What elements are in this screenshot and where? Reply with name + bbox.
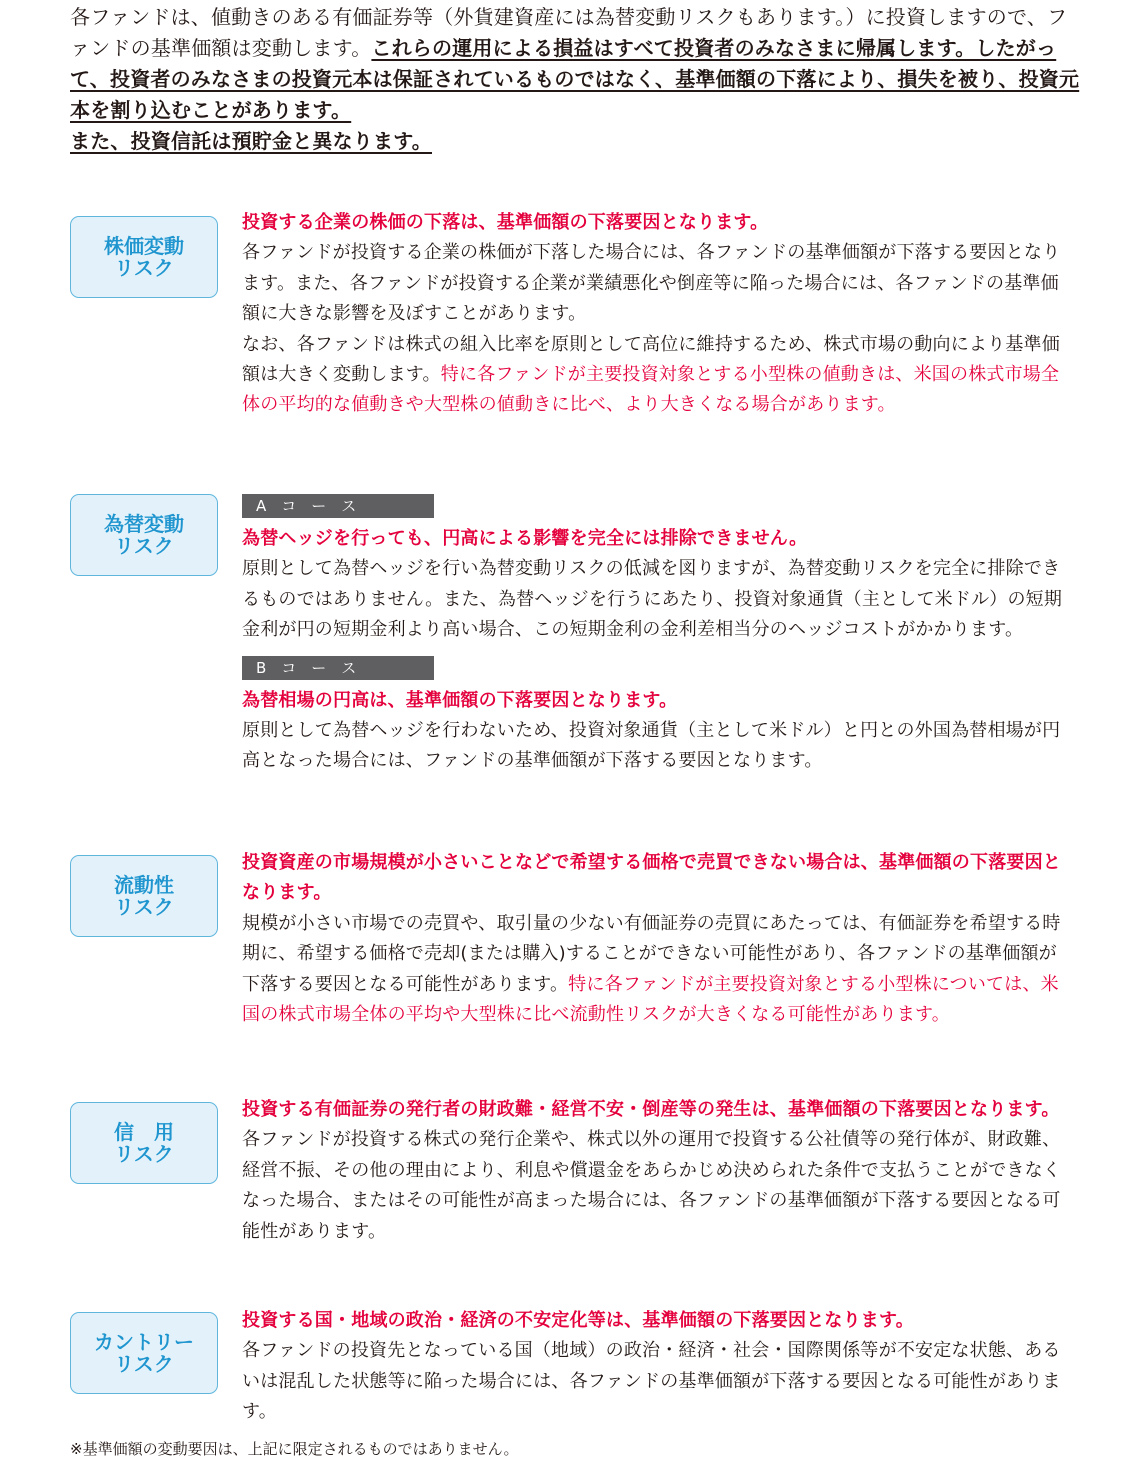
- intro-paragraph: [70, 2, 1080, 157]
- risk-badge-stock-price: [70, 216, 218, 298]
- course-a-headline: 為替ヘッジを行っても、円高による影響を完全には排除できません。: [242, 528, 808, 549]
- risk-content-stock-price: [242, 208, 1064, 421]
- risk-headline: 投資する有価証券の発行者の財政難・経営不安・倒産等の発生は、基準価額の下落要因となります。: [242, 1099, 1060, 1120]
- course-a-body: 原則として為替ヘッジを行い為替変動リスクの低減を図りますが、為替変動リスクを完全に排除できるものではありません。また、為替ヘッジを行うにあたり、投資対象通貨（主として米ドル）の短期金利が円の短期金利より高い場合、この短期金利の金利差相当分のヘッジコストがかかります。: [242, 558, 1063, 641]
- risk-badge-credit: [70, 1102, 218, 1184]
- risk-badge-label-line1: 流動性: [114, 873, 174, 897]
- risk-body-2-emphasis: 特に各ファンドが主要投資対象とする小型株の値動きは、米国の株式市場全体の平均的な値動きや大型株の値動きに比べ、より大きくなる場合があります。: [242, 364, 1060, 416]
- risk-badge-label-line1: 株価変動: [104, 234, 184, 258]
- risk-body-2: [242, 330, 1064, 421]
- intro-underlined-text: これらの運用による損益はすべて投資者のみなさまに帰属します。したがって、投資者のみなさまの投資元本は保証されているものではなく、基準価額の下落により、損失を被り、投資元本を割り込むことがあります。: [70, 36, 1080, 122]
- risk-badge-label-line2: リスク: [114, 1352, 174, 1376]
- risk-headline: 投資資産の市場規模が小さいことなどで希望する価格で売買できない場合は、基準価額の下落要因となります。: [242, 852, 1061, 904]
- risk-badge-country: [70, 1312, 218, 1394]
- course-b-label: B コ ー ス: [242, 656, 434, 680]
- course-b-headline: 為替相場の円高は、基準価額の下落要因となります。: [242, 689, 678, 711]
- risk-headline: 投資する国・地域の政治・経済の不安定化等は、基準価額の下落要因となります。: [242, 1310, 914, 1331]
- risk-badge-label-line2: リスク: [114, 1142, 174, 1166]
- risk-body: 各ファンドの投資先となっている国（地域）の政治・経済・社会・国際関係等が不安定な状態、あるいは混乱した状態等に陥った場合には、各ファンドの基準価額が下落する要因となる可能性があります。: [242, 1340, 1061, 1423]
- risk-badge-label-line2: リスク: [114, 256, 174, 280]
- risk-body-text: 規模が小さい市場での売買や、取引量の少ない有価証券の売買にあたっては、有価証券を希望する時期に、希望する価格で売却(または購入)することができない可能性があり、各ファンドの基準価額が下落する要因となる可能性があります。: [242, 912, 1061, 995]
- course-a-label: A コ ー ス: [242, 494, 434, 518]
- risk-badge-label-line1: 信 用: [114, 1120, 174, 1144]
- risk-badge-label-line2: リスク: [114, 895, 174, 919]
- risk-body-emphasis: 特に各ファンドが主要投資対象とする小型株については、米国の株式市場全体の平均や大型株に比べ流動性リスクが大きくなる可能性があります。: [242, 973, 1059, 1026]
- course-b-body: 原則として為替ヘッジを行わないため、投資対象通貨（主として米ドル）と円との外国為替相場が円高となった場合には、ファンドの基準価額が下落する要因となります。: [242, 720, 1061, 772]
- risk-content-credit: [242, 1095, 1064, 1247]
- intro-underlined-text-2: また、投資信託は預貯金と異なります。: [70, 129, 432, 153]
- risk-content-liquidity: [242, 848, 1064, 1030]
- risk-content-currency: [242, 494, 1064, 777]
- risk-content-country: [242, 1306, 1064, 1428]
- footnote: ※基準価額の変動要因は、上記に限定されるものではありません。: [70, 1440, 519, 1458]
- risk-headline: 投資する企業の株価の下落は、基準価額の下落要因となります。: [242, 212, 769, 233]
- risk-body: 各ファンドが投資する企業の株価が下落した場合には、各ファンドの基準価額が下落する要因となります。また、各ファンドが投資する企業が業績悪化や倒産等に陥った場合には、各ファンドの基準価額に大きな影響を及ぼすことがあります。: [242, 242, 1061, 325]
- risk-badge-label-line1: カントリー: [94, 1330, 194, 1354]
- risk-body: 各ファンドが投資する株式の発行企業や、株式以外の運用で投資する公社債等の発行体が、財政難、経営不振、その他の理由により、利息や償還金をあらかじめ決められた条件で支払うことができなくなった場合、またはその可能性が高まった場合には、各ファンドの基準価額が下落する要因となる可能性があります。: [242, 1129, 1061, 1242]
- risk-badge-label-line1: 為替変動: [104, 512, 184, 536]
- intro-plain-text: 各ファンドは、値動きのある有価証券等（外貨建資産には為替変動リスクもあります。）に投資しますので、ファンドの基準価額は変動します。: [70, 5, 1068, 60]
- risk-body-2-text: なお、各ファンドは株式の組入比率を原則として高位に維持するため、株式市場の動向により基準価額は大きく変動します。: [242, 333, 1060, 386]
- risk-badge-label-line2: リスク: [114, 534, 174, 558]
- risk-badge-currency: [70, 494, 218, 576]
- risk-badge-liquidity: [70, 855, 218, 937]
- risk-body: [242, 909, 1064, 1031]
